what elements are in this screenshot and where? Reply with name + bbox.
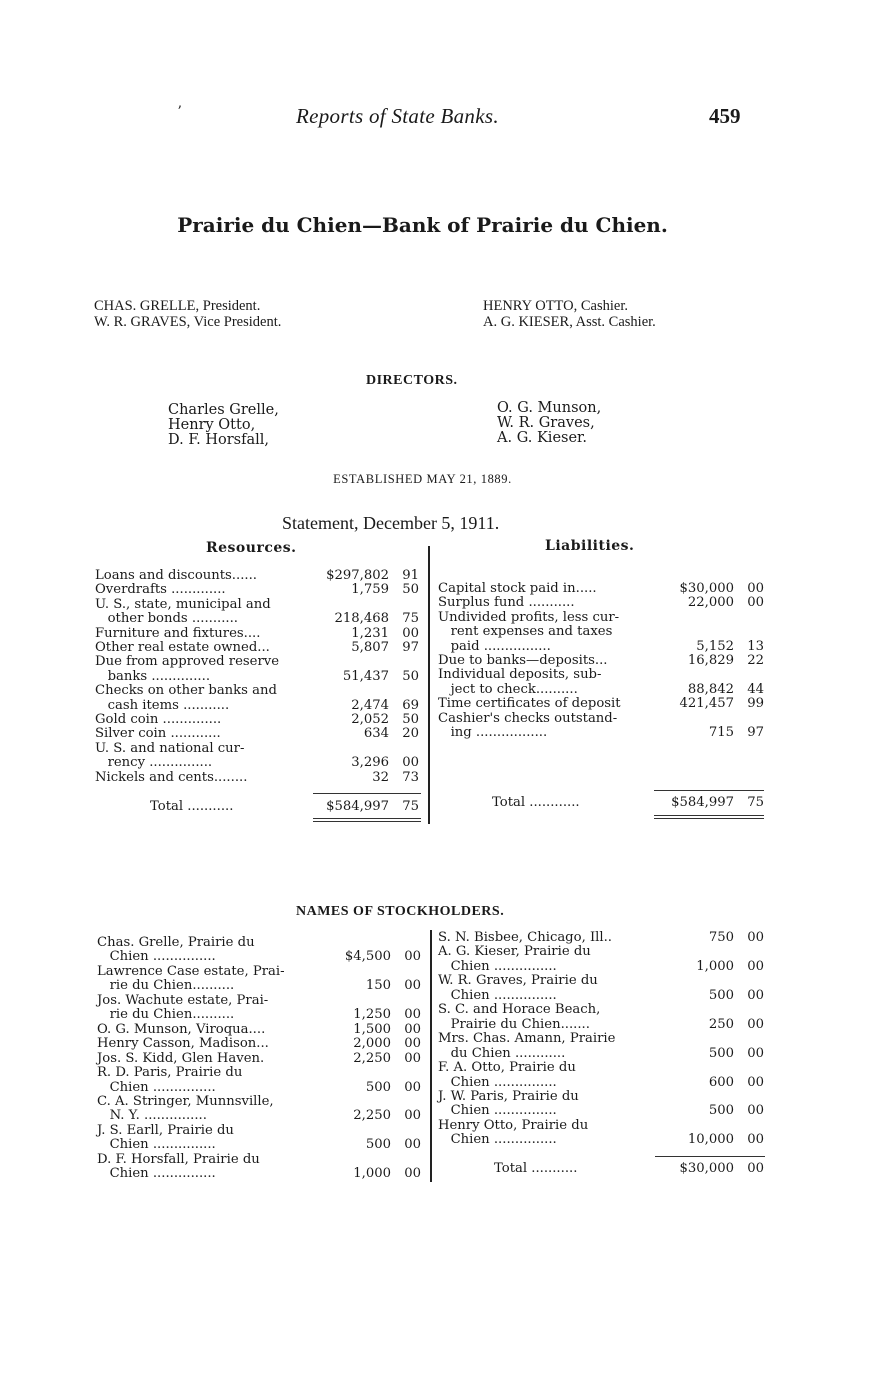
row-label: A. G. Kieser, Prairie du xyxy=(438,944,591,960)
stockholder-row xyxy=(438,1118,764,1133)
row-cents: 00 xyxy=(404,1137,421,1153)
running-head: Reports of State Banks. xyxy=(296,104,499,128)
liability-row xyxy=(438,581,764,596)
stockholder-row xyxy=(438,959,764,974)
row-label: Chien ............... xyxy=(97,949,216,965)
row-label: rency ............... xyxy=(95,755,213,771)
row-dollars: 218,468 xyxy=(334,611,389,627)
row-label: other bonds ........... xyxy=(95,611,238,627)
resource-row xyxy=(95,683,419,698)
stockholder-row xyxy=(438,1002,764,1017)
row-cents: 00 xyxy=(747,987,764,1003)
liability-row xyxy=(438,639,764,654)
stockholder-row xyxy=(97,1094,421,1109)
row-cents: 00 xyxy=(402,755,419,771)
row-dollars: 500 xyxy=(708,987,734,1003)
row-cents: 00 xyxy=(404,1021,421,1037)
row-label: Undivided profits, less cur- xyxy=(438,609,620,625)
row-dollars: 634 xyxy=(363,726,389,742)
row-dollars: 500 xyxy=(365,1079,391,1095)
resources-double-rule xyxy=(313,818,421,819)
row-cents: 97 xyxy=(747,725,764,740)
row-dollars: 32 xyxy=(372,769,389,785)
resource-row xyxy=(95,741,419,756)
row-label: C. A. Stringer, Munnsville, xyxy=(97,1093,274,1109)
director-name: W. R. Graves, xyxy=(497,415,595,431)
stockholder-row xyxy=(438,1046,764,1061)
row-cents: 50 xyxy=(402,582,419,598)
row-cents: 20 xyxy=(402,726,419,742)
liability-row xyxy=(438,610,764,625)
row-label: Mrs. Chas. Amann, Prairie xyxy=(438,1031,616,1047)
total-dollars: $30,000 xyxy=(679,1161,734,1176)
row-cents: 00 xyxy=(747,958,764,974)
row-label: S. N. Bisbee, Chicago, Ill.. xyxy=(438,930,612,945)
row-label: Furniture and fixtures.... xyxy=(95,625,261,641)
stockholder-row xyxy=(97,1166,421,1181)
row-dollars: 2,250 xyxy=(353,1050,391,1066)
row-label: banks .............. xyxy=(95,668,211,684)
resource-row xyxy=(95,582,419,597)
row-dollars: 3,296 xyxy=(351,755,389,771)
liability-row xyxy=(438,595,764,610)
stockholder-row xyxy=(97,1152,421,1167)
row-dollars: 2,000 xyxy=(353,1036,391,1052)
total-dollars: $584,997 xyxy=(326,799,389,814)
row-label: Surplus fund ........... xyxy=(438,595,575,611)
stockholder-row xyxy=(97,935,421,950)
resource-row xyxy=(95,597,419,612)
row-dollars: 600 xyxy=(708,1074,734,1090)
row-dollars: $30,000 xyxy=(679,581,734,596)
row-cents: 00 xyxy=(747,1103,764,1119)
stockholder-row xyxy=(438,988,764,1003)
row-label: J. W. Paris, Prairie du xyxy=(438,1088,579,1104)
row-label: Jos. S. Kidd, Glen Haven. xyxy=(97,1050,265,1066)
row-dollars: 1,231 xyxy=(351,625,389,641)
row-label: Loans and discounts...... xyxy=(95,568,257,583)
row-cents: 00 xyxy=(747,581,764,596)
statement-column-divider xyxy=(428,546,430,824)
row-dollars: 150 xyxy=(365,978,391,994)
row-label: rie du Chien.......... xyxy=(97,1007,235,1023)
stockholder-row xyxy=(438,944,764,959)
stockholder-row xyxy=(97,1080,421,1095)
row-label: Individual deposits, sub- xyxy=(438,667,602,683)
row-label: Overdrafts ............. xyxy=(95,582,226,598)
row-cents: 00 xyxy=(747,930,764,945)
row-label: Nickels and cents........ xyxy=(95,769,248,785)
row-cents: 00 xyxy=(404,949,421,965)
row-label: O. G. Munson, Viroqua.... xyxy=(97,1021,266,1037)
page-number: 459 xyxy=(709,104,741,128)
row-label: rie du Chien.......... xyxy=(97,978,235,994)
row-dollars: 5,807 xyxy=(351,640,389,655)
row-label: Chas. Grelle, Prairie du xyxy=(97,935,255,950)
stockholders-heading: NAMES OF STOCKHOLDERS. xyxy=(296,904,505,919)
ink-speck: ʼ xyxy=(177,104,182,120)
row-label: rent expenses and taxes xyxy=(438,624,613,640)
statement-title: Statement, December 5, 1911. xyxy=(282,513,500,533)
row-label: Chien ............... xyxy=(97,1137,216,1153)
liability-row xyxy=(438,624,764,639)
liability-row xyxy=(438,696,764,711)
liability-row xyxy=(438,667,764,682)
row-dollars: 88,842 xyxy=(687,681,734,697)
stockholder-row xyxy=(438,1017,764,1032)
row-dollars: 1,000 xyxy=(353,1166,391,1182)
row-label: cash items ........... xyxy=(95,697,230,713)
row-label: Capital stock paid in..... xyxy=(438,581,597,596)
row-dollars: 16,829 xyxy=(687,653,734,668)
row-label: J. S. Earll, Prairie du xyxy=(97,1122,234,1138)
stockholders-rule xyxy=(655,1156,765,1157)
row-dollars: 500 xyxy=(365,1137,391,1153)
resource-row xyxy=(95,770,419,785)
row-label: Time certificates of deposit xyxy=(438,696,621,712)
liabilities-double-rule xyxy=(654,815,764,816)
row-cents: 00 xyxy=(404,1050,421,1066)
row-cents: 22 xyxy=(747,653,764,668)
director-name: A. G. Kieser. xyxy=(497,430,587,446)
row-cents: 00 xyxy=(747,1132,764,1148)
director-name: D. F. Horsfall, xyxy=(168,432,269,448)
row-label: Checks on other banks and xyxy=(95,683,277,699)
stockholder-row xyxy=(97,1108,421,1123)
director-name: O. G. Munson, xyxy=(497,400,602,416)
resources-heading: Resources. xyxy=(206,540,297,556)
row-label: U. S. and national cur- xyxy=(95,740,245,756)
stockholder-row xyxy=(97,1123,421,1138)
total-label: Total ........... xyxy=(494,1161,578,1176)
total-cents: 00 xyxy=(747,1161,764,1176)
stockholder-row xyxy=(97,1137,421,1152)
row-label: Henry Otto, Prairie du xyxy=(438,1117,589,1133)
officer-cashier: HENRY OTTO, Cashier. xyxy=(483,298,628,314)
row-label: Silver coin ............ xyxy=(95,726,221,742)
resource-row xyxy=(95,568,419,583)
resource-row xyxy=(95,640,419,655)
row-label: Prairie du Chien....... xyxy=(438,1016,590,1032)
row-label: N. Y. ............... xyxy=(97,1108,207,1124)
row-dollars: 2,474 xyxy=(351,697,389,713)
total-cents: 75 xyxy=(402,799,419,814)
row-dollars: 1,500 xyxy=(353,1021,391,1037)
row-label: Lawrence Case estate, Prai- xyxy=(97,963,285,979)
row-label: du Chien ............ xyxy=(438,1045,566,1061)
stockholder-row xyxy=(97,1036,421,1051)
row-label: Chien ............... xyxy=(438,1074,557,1090)
row-cents: 00 xyxy=(402,625,419,641)
row-label: Chien ............... xyxy=(438,987,557,1003)
row-cents: 00 xyxy=(747,1045,764,1061)
row-label: R. D. Paris, Prairie du xyxy=(97,1065,243,1081)
row-label: ject to check.......... xyxy=(438,681,578,697)
row-label: Other real estate owned... xyxy=(95,640,270,655)
stockholder-row xyxy=(97,1022,421,1037)
stockholder-row xyxy=(97,1051,421,1066)
row-label: paid ................ xyxy=(438,638,551,654)
stockholder-row xyxy=(438,1031,764,1046)
row-dollars: 421,457 xyxy=(679,696,734,712)
stockholder-row xyxy=(97,978,421,993)
row-dollars: 1,000 xyxy=(696,958,734,974)
bank-title: Prairie du Chien—Bank of Prairie du Chien. xyxy=(177,213,668,237)
row-label: Chien ............... xyxy=(438,958,557,974)
liabilities-rule xyxy=(654,790,764,791)
director-name: Henry Otto, xyxy=(168,417,256,433)
stockholder-row xyxy=(438,1089,764,1104)
row-dollars: 2,052 xyxy=(351,712,389,727)
row-cents: 91 xyxy=(402,568,419,583)
stockholder-row xyxy=(97,1065,421,1080)
row-cents: 13 xyxy=(747,638,764,654)
liability-row xyxy=(438,711,764,726)
liabilities-heading: Liabilities. xyxy=(545,538,635,554)
row-cents: 00 xyxy=(747,595,764,611)
row-cents: 50 xyxy=(402,712,419,727)
row-label: Cashier's checks outstand- xyxy=(438,710,618,726)
resource-row xyxy=(95,698,419,713)
row-cents: 75 xyxy=(402,611,419,627)
row-dollars: 715 xyxy=(708,725,734,740)
stockholder-row xyxy=(97,993,421,1008)
row-label: Chien ............... xyxy=(438,1132,557,1148)
total-label: Total ............ xyxy=(492,795,580,810)
stockholder-row xyxy=(97,964,421,979)
row-dollars: $4,500 xyxy=(344,949,391,965)
resource-row xyxy=(95,712,419,727)
row-cents: 50 xyxy=(402,668,419,684)
stockholder-row xyxy=(97,1007,421,1022)
liability-row xyxy=(438,653,764,668)
row-label: Henry Casson, Madison... xyxy=(97,1036,269,1052)
row-cents: 00 xyxy=(404,1108,421,1124)
row-cents: 00 xyxy=(747,1074,764,1090)
officer-asst-cashier: A. G. KIESER, Asst. Cashier. xyxy=(483,314,656,330)
resource-row xyxy=(95,654,419,669)
row-cents: 00 xyxy=(404,1007,421,1023)
stockholder-row xyxy=(438,1132,764,1147)
resource-row xyxy=(95,755,419,770)
stockholders-column-divider xyxy=(430,930,432,1182)
liability-row xyxy=(438,682,764,697)
total-dollars: $584,997 xyxy=(671,795,734,810)
stockholder-row xyxy=(438,930,764,945)
row-dollars: 500 xyxy=(708,1103,734,1119)
liabilities-total-row xyxy=(438,795,764,810)
row-dollars: 750 xyxy=(708,930,734,945)
stockholder-row xyxy=(97,949,421,964)
row-dollars: 250 xyxy=(708,1016,734,1032)
row-label: D. F. Horsfall, Prairie du xyxy=(97,1151,260,1167)
directors-heading: DIRECTORS. xyxy=(366,373,458,388)
officer-president: CHAS. GRELLE, President. xyxy=(94,298,261,314)
total-label: Total ........... xyxy=(150,799,234,814)
row-dollars: 22,000 xyxy=(687,595,734,611)
stockholder-row xyxy=(438,1103,764,1118)
resources-rule xyxy=(313,793,421,794)
stockholder-row xyxy=(438,973,764,988)
row-dollars: $297,802 xyxy=(326,568,389,583)
stockholder-row xyxy=(438,1060,764,1075)
row-cents: 69 xyxy=(402,697,419,713)
row-label: Due to banks—deposits... xyxy=(438,653,608,668)
row-dollars: 2,250 xyxy=(353,1108,391,1124)
officer-vice-president: W. R. GRAVES, Vice President. xyxy=(94,314,282,330)
row-dollars: 10,000 xyxy=(687,1132,734,1148)
row-cents: 00 xyxy=(404,1079,421,1095)
resource-row xyxy=(95,626,419,641)
row-dollars: 1,250 xyxy=(353,1007,391,1023)
row-cents: 44 xyxy=(747,681,764,697)
row-dollars: 51,437 xyxy=(342,668,389,684)
liability-row xyxy=(438,725,764,740)
row-label: ing ................. xyxy=(438,725,548,740)
resource-row xyxy=(95,611,419,626)
row-cents: 00 xyxy=(404,1036,421,1052)
stockholders-total-row xyxy=(438,1161,764,1176)
row-dollars: 5,152 xyxy=(696,638,734,654)
row-cents: 73 xyxy=(402,769,419,785)
row-label: Gold coin .............. xyxy=(95,712,222,727)
row-cents: 99 xyxy=(747,696,764,712)
liabilities-double-rule xyxy=(654,818,764,819)
row-cents: 00 xyxy=(404,1166,421,1182)
row-cents: 00 xyxy=(747,1016,764,1032)
row-cents: 97 xyxy=(402,640,419,655)
row-label: Due from approved reserve xyxy=(95,654,280,670)
row-label: S. C. and Horace Beach, xyxy=(438,1002,601,1018)
resources-total-row xyxy=(95,799,419,814)
resource-row xyxy=(95,669,419,684)
row-label: Chien ............... xyxy=(438,1103,557,1119)
row-label: W. R. Graves, Prairie du xyxy=(438,973,598,989)
row-cents: 00 xyxy=(404,978,421,994)
row-dollars: 1,759 xyxy=(351,582,389,598)
row-label: Chien ............... xyxy=(97,1079,216,1095)
director-name: Charles Grelle, xyxy=(168,402,279,418)
established-line: ESTABLISHED MAY 21, 1889. xyxy=(333,472,512,486)
row-label: Jos. Wachute estate, Prai- xyxy=(97,992,269,1008)
row-label: Chien ............... xyxy=(97,1166,216,1182)
row-label: F. A. Otto, Prairie du xyxy=(438,1060,576,1076)
resources-double-rule xyxy=(313,821,421,822)
stockholder-row xyxy=(438,1075,764,1090)
resource-row xyxy=(95,726,419,741)
total-cents: 75 xyxy=(747,795,764,810)
row-dollars: 500 xyxy=(708,1045,734,1061)
row-label: U. S., state, municipal and xyxy=(95,596,271,612)
